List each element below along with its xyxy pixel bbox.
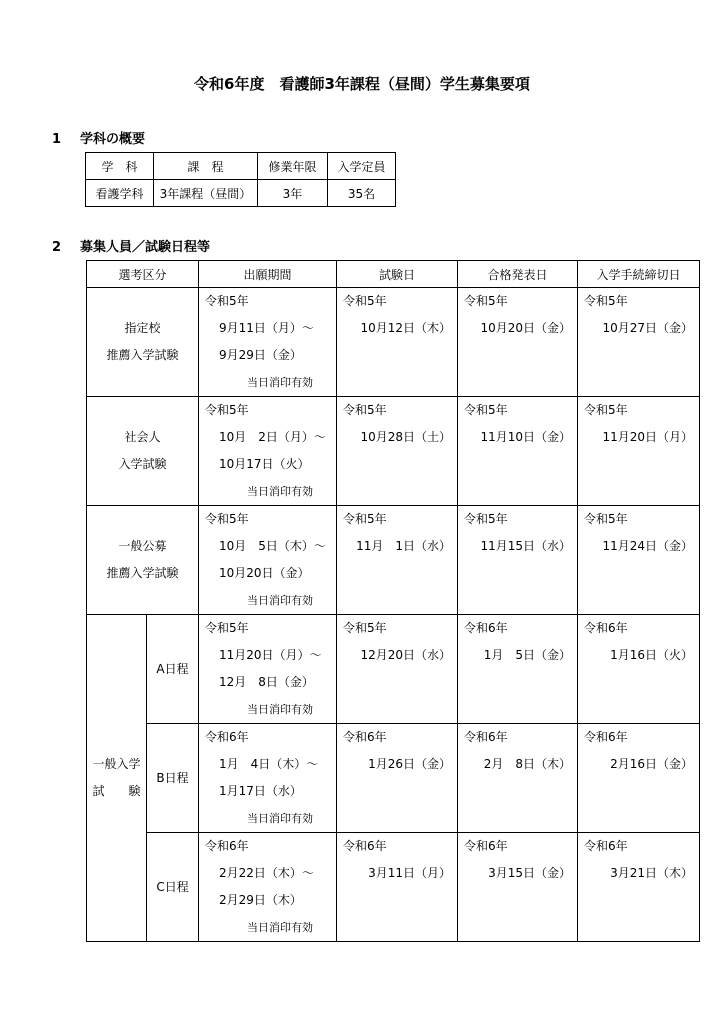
table-row [87, 288, 700, 397]
date-value: 11月24日（金） [602, 539, 694, 553]
era-year: 令和5年 [584, 512, 628, 526]
document-title: 令和6年度 看護師3年課程（昼間）学生募集要項 [194, 75, 530, 93]
application-period-cell [199, 833, 337, 942]
postmark-note: 当日消印有効 [247, 594, 314, 607]
header-duration: 修業年限 [258, 153, 328, 180]
era-year: 令和5年 [464, 294, 508, 308]
postmark-note: 当日消印有効 [247, 812, 314, 825]
table-row [87, 724, 700, 833]
cell-course: 3年課程（昼間） [154, 180, 258, 207]
period-start: 10月 2日（月）～ [219, 430, 326, 444]
result-date-cell [458, 397, 578, 506]
period-end: 2月29日（木） [219, 893, 302, 907]
category-label [87, 506, 199, 615]
table-row [87, 615, 700, 724]
era-year: 令和6年 [464, 621, 508, 635]
date-value: 2月16日（金） [610, 757, 694, 771]
era-year: 令和6年 [584, 839, 628, 853]
date-value: 3月11日（月） [368, 866, 452, 880]
cell-department: 看護学科 [86, 180, 154, 207]
date-value: 10月20日（金） [480, 321, 572, 335]
category-label-line: 一般公募 [118, 539, 167, 553]
schedule-label [147, 833, 199, 942]
exam-date-cell [337, 397, 458, 506]
table-header-row [86, 153, 396, 180]
era-year: 令和5年 [343, 294, 387, 308]
date-value: 12月20日（水） [360, 648, 452, 662]
header-department: 学 科 [86, 153, 154, 180]
table-header-row [87, 261, 700, 288]
header-category: 選考区分 [87, 261, 199, 288]
exam-date-cell [337, 724, 458, 833]
era-year: 令和6年 [205, 730, 249, 744]
period-start: 1月 4日（木）～ [219, 757, 319, 771]
period-start: 9月11日（月）～ [219, 321, 314, 335]
result-date-cell [458, 506, 578, 615]
era-year: 令和6年 [464, 839, 508, 853]
era-year: 令和6年 [464, 730, 508, 744]
result-date-cell [458, 288, 578, 397]
era-year: 令和5年 [343, 512, 387, 526]
date-value: 11月15日（水） [480, 539, 572, 553]
postmark-note: 当日消印有効 [247, 376, 314, 389]
era-year: 令和5年 [464, 512, 508, 526]
postmark-note: 当日消印有効 [247, 703, 314, 716]
section-2-number: 2 [52, 240, 62, 255]
schedule-label [147, 615, 199, 724]
application-period-cell [199, 724, 337, 833]
date-value: 1月26日（金） [368, 757, 452, 771]
result-date-cell [458, 615, 578, 724]
application-period-cell [199, 288, 337, 397]
header-capacity: 入学定員 [328, 153, 396, 180]
date-value: 3月21日（木） [610, 866, 694, 880]
date-value: 3月15日（金） [488, 866, 572, 880]
era-year: 令和5年 [584, 294, 628, 308]
section-1-title: 学科の概要 [80, 132, 146, 147]
general-exam-group-label [87, 615, 147, 942]
era-year: 令和6年 [205, 839, 249, 853]
table-row [87, 833, 700, 942]
exam-date-cell [337, 615, 458, 724]
period-start: 10月 5日（木）～ [219, 539, 326, 553]
exam-date-cell [337, 833, 458, 942]
date-value: 1月 5日（金） [483, 648, 572, 662]
date-value: 11月10日（金） [480, 430, 572, 444]
header-course: 課 程 [154, 153, 258, 180]
era-year: 令和5年 [464, 403, 508, 417]
era-year: 令和5年 [343, 403, 387, 417]
table-row [87, 506, 700, 615]
application-period-cell [199, 506, 337, 615]
period-end: 9月29日（金） [219, 348, 302, 362]
schedule-label [147, 724, 199, 833]
category-label-line: 入学試験 [118, 457, 167, 471]
era-year: 令和6年 [343, 730, 387, 744]
section-2-heading [52, 236, 210, 255]
category-label [87, 397, 199, 506]
date-value: 2月 8日（木） [483, 757, 572, 771]
date-value: 1月16日（火） [610, 648, 694, 662]
table-row [87, 397, 700, 506]
section-1-heading [52, 128, 145, 147]
schedule-label-text: B日程 [156, 770, 189, 785]
era-year: 令和5年 [205, 294, 249, 308]
table-row [86, 180, 396, 207]
date-value: 11月 1日（水） [356, 539, 452, 553]
era-year: 令和5年 [343, 621, 387, 635]
deadline-cell [578, 288, 700, 397]
era-year: 令和6年 [584, 621, 628, 635]
deadline-cell [578, 833, 700, 942]
era-year: 令和5年 [584, 403, 628, 417]
date-value: 10月27日（金） [602, 321, 694, 335]
cell-duration: 3年 [258, 180, 328, 207]
category-label-line: 社会人 [124, 430, 161, 444]
application-period-cell [199, 615, 337, 724]
period-start: 11月20日（月）～ [219, 648, 322, 662]
section-2-title: 募集人員／試験日程等 [80, 240, 211, 255]
header-result-date: 合格発表日 [458, 261, 578, 288]
group-label-line: 一般入学 [92, 757, 141, 771]
date-value: 10月12日（木） [360, 321, 452, 335]
era-year: 令和5年 [205, 512, 249, 526]
period-end: 1月17日（水） [219, 784, 302, 798]
schedule-table [86, 260, 700, 942]
schedule-label-text: C日程 [156, 879, 189, 894]
period-end: 10月17日（火） [219, 457, 310, 471]
date-value: 11月20日（月） [602, 430, 694, 444]
cell-capacity: 35名 [328, 180, 396, 207]
era-year: 令和6年 [343, 839, 387, 853]
deadline-cell [578, 397, 700, 506]
deadline-cell [578, 506, 700, 615]
result-date-cell [458, 833, 578, 942]
header-exam-date: 試験日 [337, 261, 458, 288]
date-value: 10月28日（土） [360, 430, 452, 444]
era-year: 令和5年 [205, 621, 249, 635]
period-end: 10月20日（金） [219, 566, 310, 580]
exam-date-cell [337, 506, 458, 615]
period-end: 12月 8日（金） [219, 675, 314, 689]
exam-date-cell [337, 288, 458, 397]
group-label-line: 試 験 [92, 784, 141, 798]
era-year: 令和6年 [584, 730, 628, 744]
application-period-cell [199, 397, 337, 506]
category-label-line: 推薦入学試験 [106, 566, 179, 580]
section-1-number: 1 [52, 132, 62, 147]
header-enrollment-deadline: 入学手続締切日 [578, 261, 700, 288]
deadline-cell [578, 615, 700, 724]
schedule-label-text: A日程 [156, 661, 189, 676]
postmark-note: 当日消印有効 [247, 921, 314, 934]
era-year: 令和5年 [205, 403, 249, 417]
category-label-line: 指定校 [124, 321, 161, 335]
deadline-cell [578, 724, 700, 833]
postmark-note: 当日消印有効 [247, 485, 314, 498]
department-overview-table [85, 152, 396, 207]
result-date-cell [458, 724, 578, 833]
category-label-line: 推薦入学試験 [106, 348, 179, 362]
period-start: 2月22日（木）～ [219, 866, 314, 880]
category-label [87, 288, 199, 397]
header-application-period: 出願期間 [199, 261, 337, 288]
